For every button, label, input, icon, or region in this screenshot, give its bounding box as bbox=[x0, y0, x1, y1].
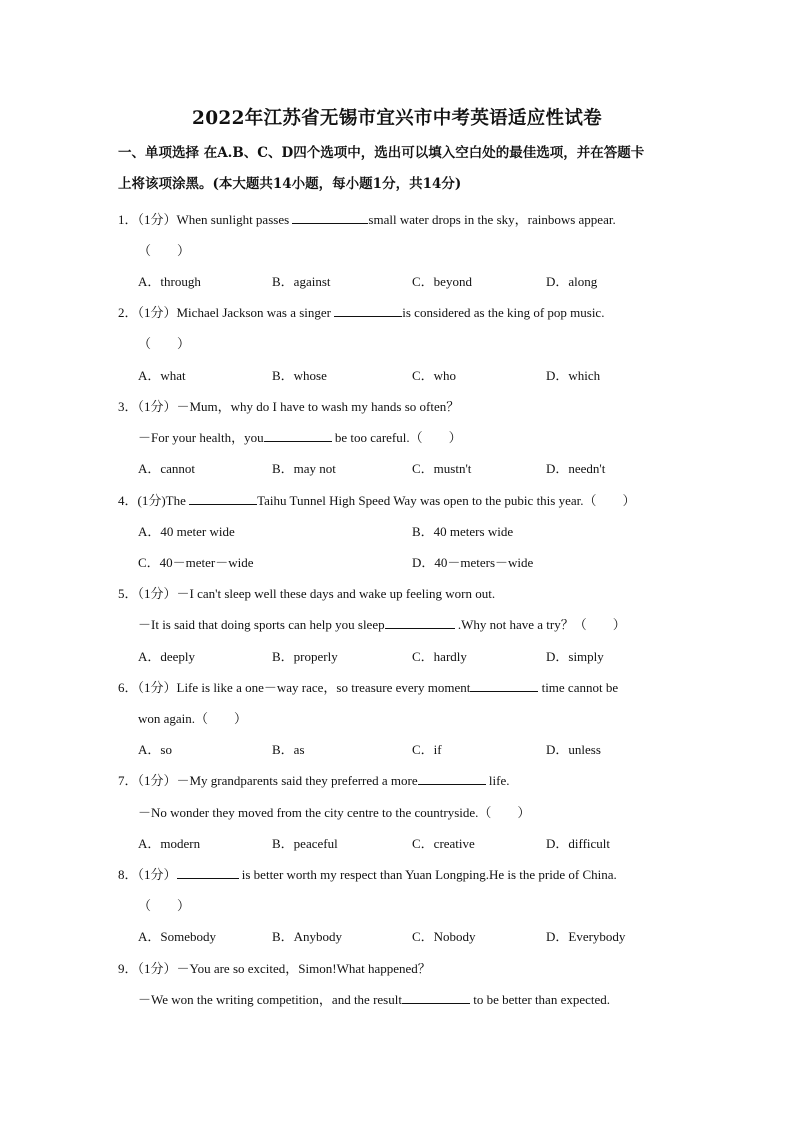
option-a[interactable]: A．Somebody bbox=[138, 929, 217, 944]
option-b[interactable]: B．properly bbox=[272, 649, 338, 664]
question-8-stem bbox=[118, 864, 688, 883]
option-c[interactable]: C．hardly bbox=[412, 649, 467, 664]
q5-suffix: .Why not have a try？（ ） bbox=[454, 617, 626, 632]
answer-blank bbox=[177, 866, 239, 879]
question-9-stem: 9．（1分）－You are so excited，Simon!What happened？ bbox=[118, 961, 431, 976]
q7-suffix: life. bbox=[485, 773, 510, 788]
option-c[interactable]: C．beyond bbox=[412, 274, 472, 289]
option-c[interactable]: C．40－meter－wide bbox=[138, 555, 254, 570]
q1-suffix: small water drops in the sky，rainbows appear. bbox=[368, 212, 616, 227]
question-7-reply: －No wonder they moved from the city centre to the countryside.（ ） bbox=[138, 805, 531, 820]
option-d[interactable]: D．needn't bbox=[546, 461, 606, 476]
question-8-bracket: （ ） bbox=[138, 898, 191, 913]
option-c[interactable]: C．mustn't bbox=[412, 461, 472, 476]
answer-blank bbox=[292, 211, 368, 224]
option-a[interactable]: A．so bbox=[138, 742, 172, 757]
section-heading-line1: 一、单项选择 在A.B、C、D四个选项中，选出可以填入空白处的最佳选项，并在答题卡 bbox=[118, 145, 645, 161]
option-d[interactable]: D．along bbox=[546, 274, 598, 289]
option-a[interactable]: A．modern bbox=[138, 836, 201, 851]
q4-suffix: Taihu Tunnel High Speed Way was open to the pubic this year.（ ） bbox=[257, 493, 636, 508]
option-a[interactable]: A．what bbox=[138, 368, 186, 383]
option-b[interactable]: B．as bbox=[272, 742, 305, 757]
option-c[interactable]: C．who bbox=[412, 368, 457, 383]
q1-prefix: 1．（1分）When sunlight passes bbox=[118, 212, 293, 227]
q8-prefix: 8．（1分） bbox=[118, 867, 177, 882]
answer-blank bbox=[189, 492, 257, 505]
option-b[interactable]: B．peaceful bbox=[272, 836, 338, 851]
answer-blank bbox=[402, 991, 470, 1004]
question-2-stem bbox=[118, 302, 688, 321]
q6-prefix: 6．（1分）Life is like a one－way race，so treasure every moment bbox=[118, 680, 471, 695]
question-5-reply bbox=[138, 614, 688, 633]
answer-blank bbox=[470, 679, 538, 692]
option-d[interactable]: D．Everybody bbox=[546, 929, 626, 944]
question-1-bracket: （ ） bbox=[138, 243, 191, 258]
q3-suffix: be too careful.（ ） bbox=[331, 430, 462, 445]
answer-blank bbox=[385, 616, 455, 629]
option-c[interactable]: C．Nobody bbox=[412, 929, 476, 944]
option-a[interactable]: A．cannot bbox=[138, 461, 196, 476]
question-4-stem bbox=[118, 490, 688, 509]
question-1-stem bbox=[118, 209, 688, 228]
q9-prefix: －We won the writing competition，and the result bbox=[138, 992, 402, 1007]
q2-suffix: is considered as the king of pop music. bbox=[402, 305, 605, 320]
q8-suffix: is better worth my respect than Yuan Longping.He is the pride of China. bbox=[238, 867, 617, 882]
question-5-stem: 5．（1分）－I can't sleep well these days and wake up feeling worn out. bbox=[118, 586, 496, 601]
q3-prefix: －For your health，you bbox=[138, 430, 264, 445]
q2-prefix: 2．（1分）Michael Jackson was a singer bbox=[118, 305, 335, 320]
option-d[interactable]: D．which bbox=[546, 368, 601, 383]
q6-suffix: time cannot be bbox=[538, 680, 619, 695]
question-3-stem: 3．（1分）－Mum，why do I have to wash my hands so often？ bbox=[118, 399, 460, 414]
question-3-reply bbox=[138, 427, 688, 446]
question-2-bracket: （ ） bbox=[138, 336, 191, 351]
section-heading-line2: 上将该项涂黑。(本大题共14小题，每小题1分，共14分) bbox=[118, 176, 462, 192]
question-6-continued: won again.（ ） bbox=[138, 711, 248, 726]
q5-prefix: －It is said that doing sports can help you sleep bbox=[138, 617, 385, 632]
q4-prefix: 4．(1分)The bbox=[118, 493, 190, 508]
option-b[interactable]: B．Anybody bbox=[272, 929, 343, 944]
option-a[interactable]: A．deeply bbox=[138, 649, 196, 664]
q9-suffix: to be better than expected. bbox=[469, 992, 611, 1007]
question-6-stem bbox=[118, 677, 688, 696]
option-d[interactable]: D．unless bbox=[546, 742, 601, 757]
option-b[interactable]: B．40 meters wide bbox=[412, 524, 514, 539]
question-7-stem bbox=[118, 770, 688, 789]
page-title: 2022年江苏省无锡市宜兴市中考英语适应性试卷 bbox=[192, 108, 602, 129]
option-b[interactable]: B．whose bbox=[272, 368, 327, 383]
option-d[interactable]: D．40－meters－wide bbox=[412, 555, 534, 570]
answer-blank bbox=[418, 772, 486, 785]
question-9-reply bbox=[138, 989, 688, 1008]
q7-prefix: 7．（1分）－My grandparents said they preferred a more bbox=[118, 773, 418, 788]
option-b[interactable]: B．against bbox=[272, 274, 331, 289]
option-c[interactable]: C．if bbox=[412, 742, 442, 757]
option-d[interactable]: D．difficult bbox=[546, 836, 611, 851]
answer-blank bbox=[334, 304, 402, 317]
option-a[interactable]: A．through bbox=[138, 274, 201, 289]
option-a[interactable]: A．40 meter wide bbox=[138, 524, 235, 539]
option-b[interactable]: B．may not bbox=[272, 461, 336, 476]
option-d[interactable]: D．simply bbox=[546, 649, 604, 664]
answer-blank bbox=[264, 429, 332, 442]
option-c[interactable]: C．creative bbox=[412, 836, 475, 851]
